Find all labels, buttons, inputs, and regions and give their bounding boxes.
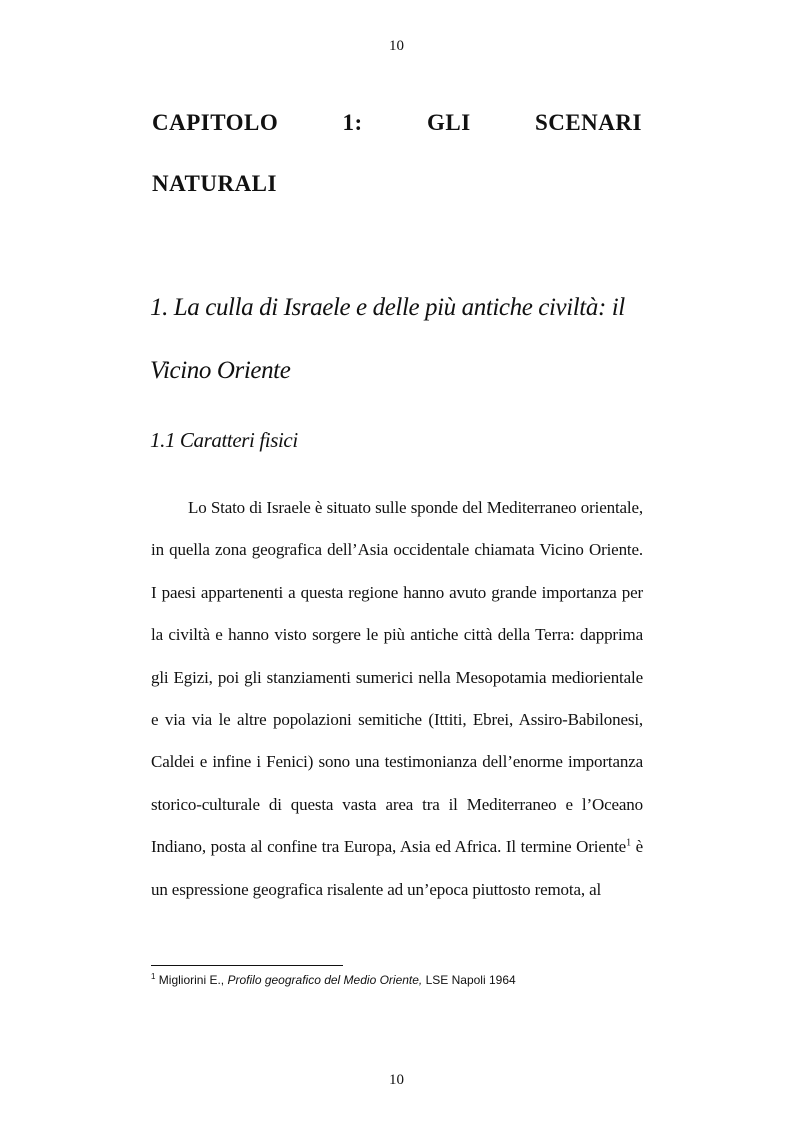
footnote-marker: 1 (151, 972, 156, 981)
subsection-title: 1.1 Caratteri fisici (150, 428, 298, 452)
footnote-author: Migliorini E., (155, 973, 228, 987)
chapter-title-line-2: NATURALI (152, 171, 277, 196)
footnote-reference[interactable]: 1 (626, 837, 631, 849)
chapter-title-line-1 (152, 92, 642, 153)
page-number-bottom: 10 (389, 1072, 404, 1088)
chapter-word-scenari: SCENARI (534, 110, 642, 135)
page-number-top: 10 (389, 38, 404, 54)
body-paragraph (151, 487, 643, 911)
footnote-publisher: LSE Napoli 1964 (422, 973, 516, 987)
chapter-title (152, 92, 642, 214)
body-text-part-2: è un espressione geografica risalente ad un’epoca piuttosto remota, al (151, 837, 643, 899)
footnote (151, 972, 516, 988)
chapter-word-capitolo: CAPITOLO (152, 110, 279, 135)
footnote-title: Profilo geografico del Medio Oriente, (227, 973, 423, 987)
body-text-part-1: Lo Stato di Israele è situato sulle sponde del Mediterraneo orientale, in quella zona geografica dell’Asia occidentale chiamata Vicino Oriente. I paesi appartenenti a questa regione hanno avuto grande importanza per la civiltà e hanno visto sorgere le più antiche città della Terra: dapprima gli Egizi, poi gli stanziamenti sumerici nella Mesopotamia mediorientale e via via le altre popolazioni semitiche (Ittiti, Ebrei, Assiro-Babilonesi, Caldei e infine i Fenici) sono una testimonianza dell’enorme importanza storico-culturale di questa vasta area tra il Mediterraneo e l’Oceano Indiano, posta al confine tra Europa, Asia ed Africa. Il termine Oriente (151, 498, 643, 857)
footnote-separator (151, 965, 343, 966)
chapter-word-number: 1: (342, 110, 363, 135)
section-title: 1. La culla di Israele e delle più antiche civiltà: il Vicino Oriente (150, 294, 625, 384)
chapter-word-gli: GLI (426, 110, 471, 135)
